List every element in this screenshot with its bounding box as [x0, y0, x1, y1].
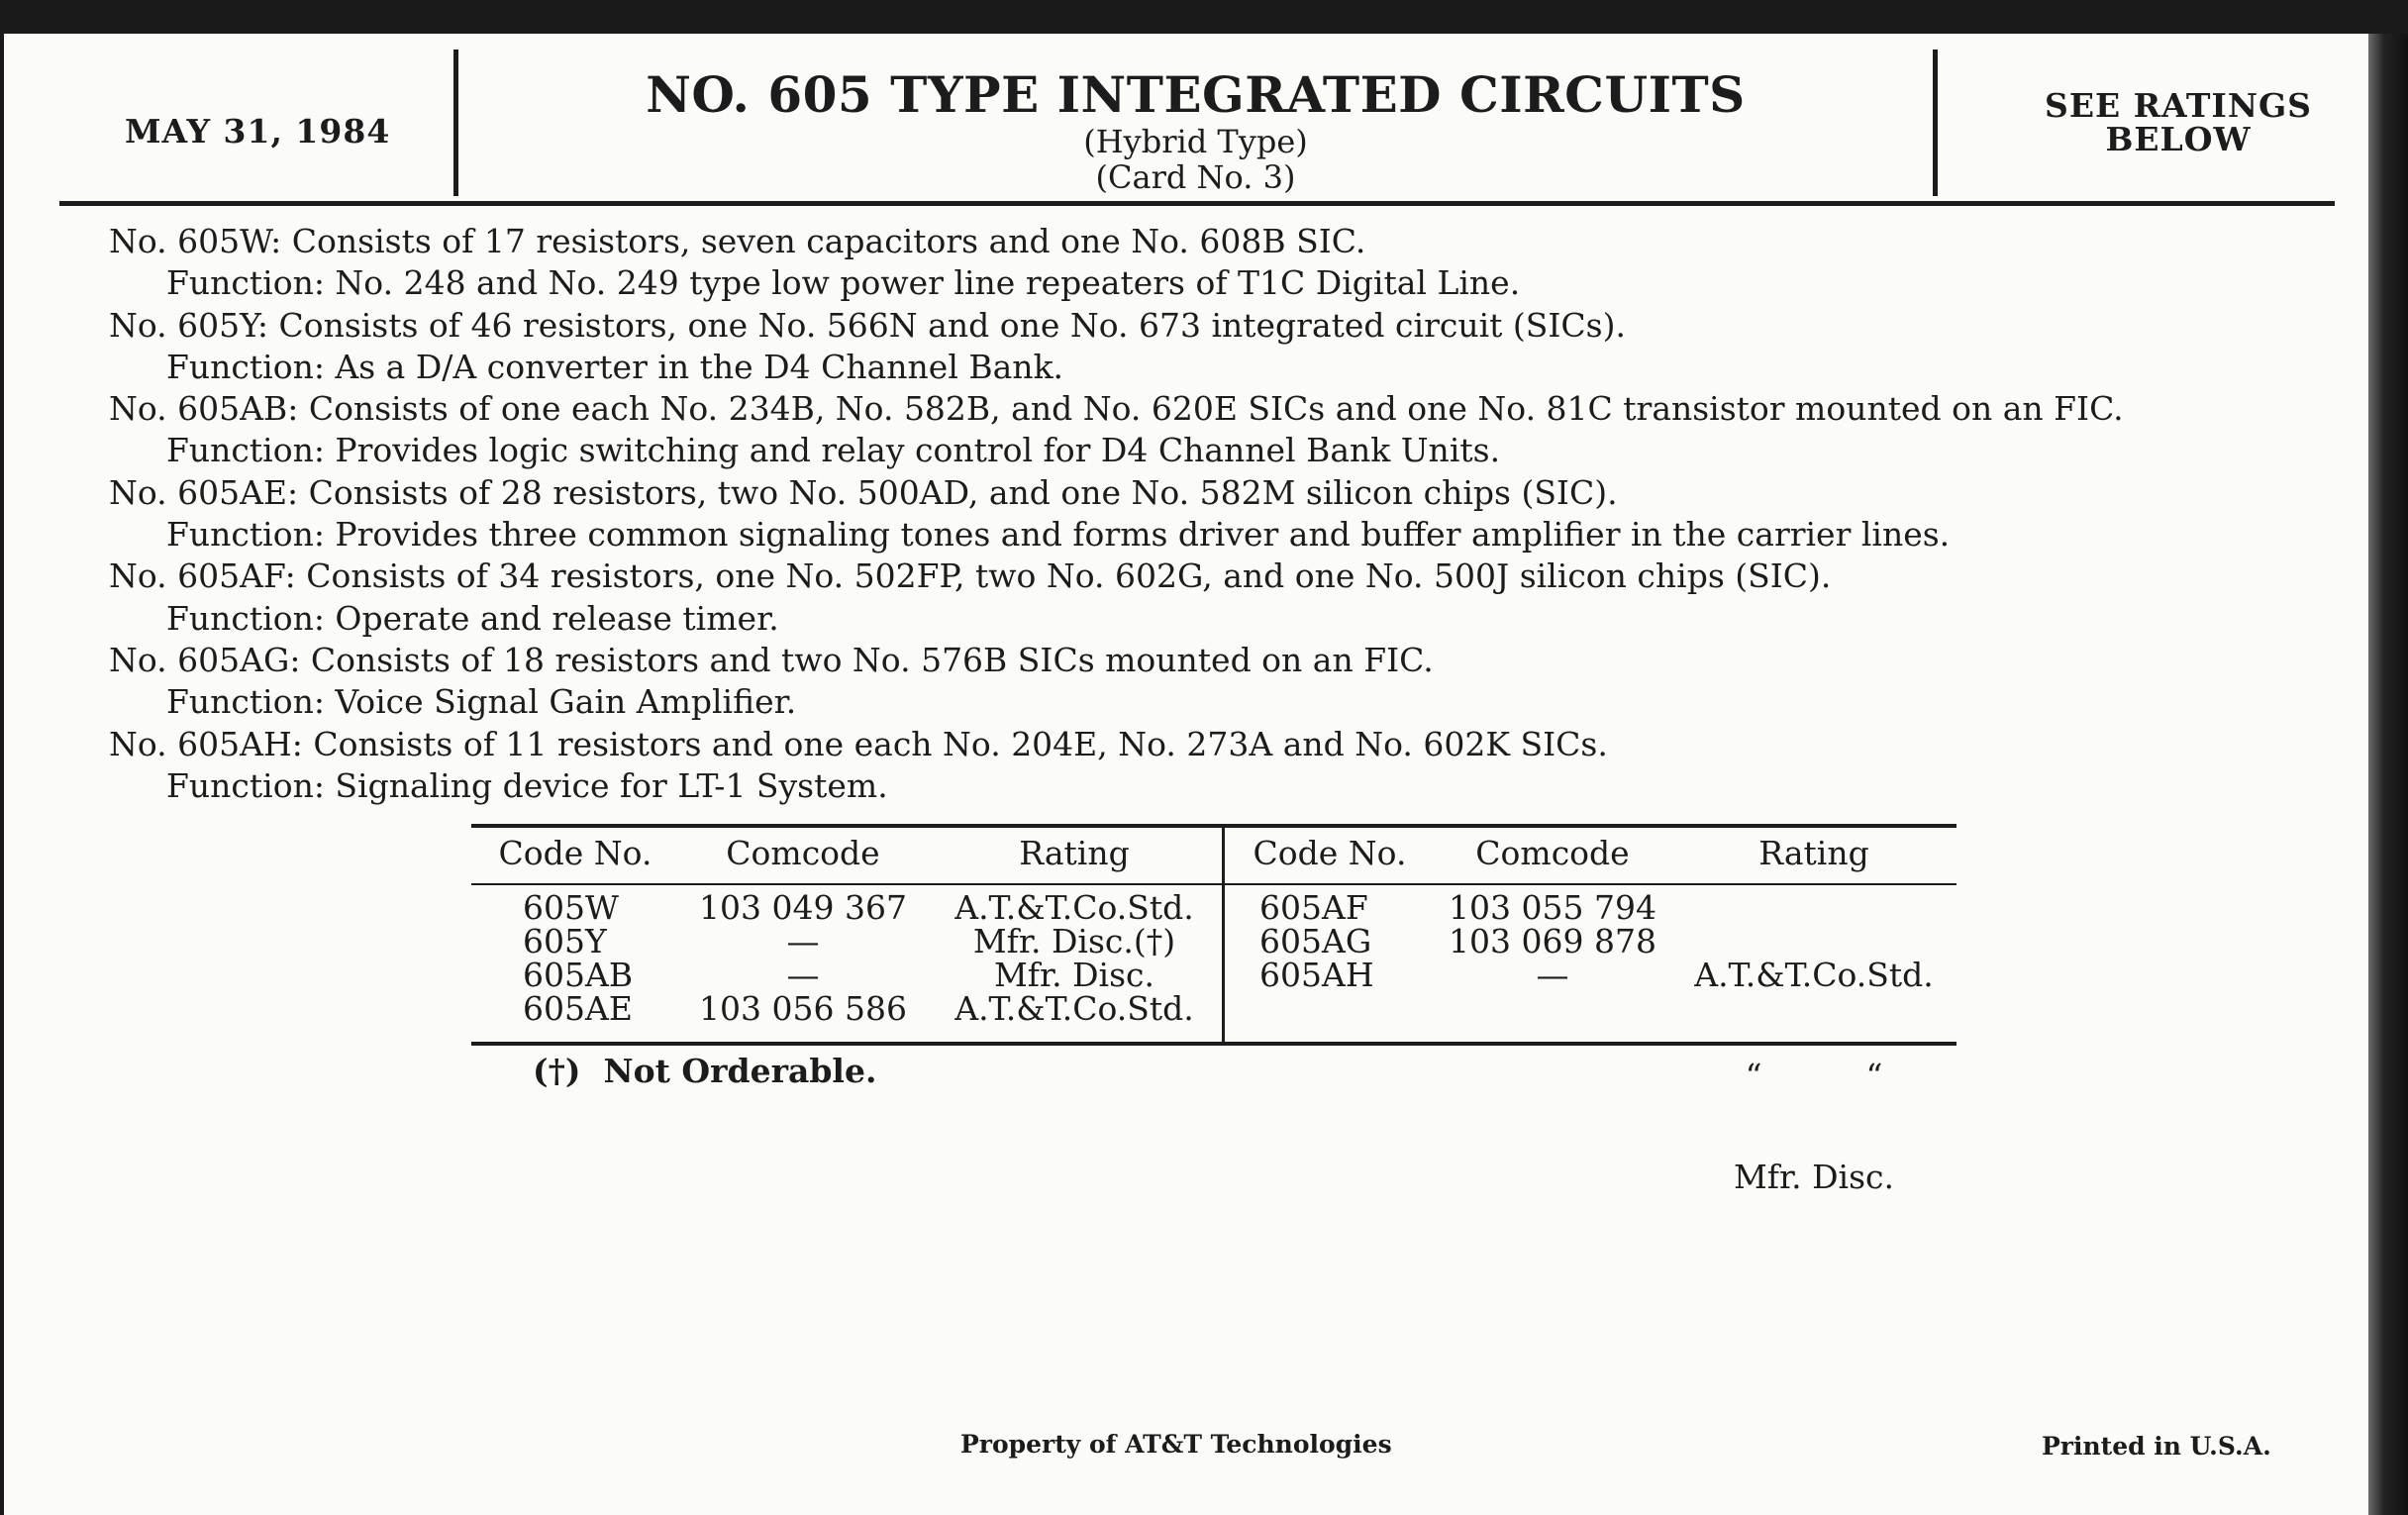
entry-function: Function: As a D/A converter in the D4 Channel Bank.	[166, 347, 1064, 386]
entry-desc: No. 605AF: Consists of 34 resistors, one No. 502FP, two No. 602G, and one No. 500J silicon chips (SIC).	[109, 556, 1832, 596]
cell-rating: “ “	[1745, 1057, 1883, 1095]
cell-code: 605AH	[1259, 956, 1374, 994]
table-footnote: (†) Not Orderable.	[533, 1052, 877, 1090]
cell-rating: A.T.&T.Co.Std.	[954, 989, 1194, 1028]
header-code-no: Code No.	[498, 834, 652, 872]
cell-code: 605AB	[523, 956, 634, 994]
card-edge-shadow	[2368, 34, 2408, 1515]
page-subtitle-type: (Hybrid Type)	[1083, 123, 1308, 160]
issue-date: MAY 31, 1984	[125, 112, 391, 151]
cell-code: 605AF	[1259, 888, 1368, 927]
cell-comcode: —	[786, 956, 820, 994]
circuit-list	[109, 221, 2124, 807]
table-header-rule	[471, 883, 1956, 885]
header-divider-right	[1933, 50, 1938, 196]
cell-rating: Mfr. Disc.(†)	[972, 922, 1176, 960]
cell-code: 605AE	[523, 989, 633, 1028]
header-title-block	[455, 65, 1936, 195]
header-code-no: Code No.	[1253, 834, 1407, 872]
cell-code: 605W	[523, 888, 619, 927]
cell-rating: A.T.&T.Co.Std.	[1694, 956, 1934, 994]
header-comcode: Comcode	[1475, 834, 1630, 872]
entry-desc: No. 605AG: Consists of 18 resistors and two No. 576B SICs mounted on an FIC.	[109, 640, 1434, 679]
header-rating: Rating	[1019, 834, 1130, 872]
cell-comcode: 103 049 367	[699, 888, 907, 927]
table-top-rule	[471, 824, 1956, 828]
ratings-note-line2: BELOW	[2105, 120, 2252, 158]
entry-function: Function: Signaling device for LT-1 System.	[166, 765, 888, 805]
cell-comcode: —	[786, 922, 820, 960]
page-title: NO. 605 TYPE INTEGRATED CIRCUITS	[646, 65, 1746, 124]
entry-desc: No. 605AE: Consists of 28 resistors, two No. 500AD, and one No. 582M silicon chips (SIC).	[109, 472, 1618, 512]
entry-desc: No. 605W: Consists of 17 resistors, seven capacitors and one No. 608B SIC.	[109, 222, 1366, 260]
entry-desc: No. 605AH: Consists of 11 resistors and one each No. 204E, No. 273A and No. 602K SICs.	[109, 724, 1608, 763]
header-comcode: Comcode	[726, 834, 880, 872]
cell-rating: Mfr. Disc.	[993, 956, 1155, 994]
entry-function: Function: Operate and release timer.	[166, 598, 779, 638]
entry-function: Function: Provides three common signaling tones and forms driver and buffer amplifier in the carrier lines.	[166, 515, 1951, 555]
entry-function: Function: Voice Signal Gain Amplifier.	[166, 682, 797, 722]
cell-code: 605Y	[523, 922, 607, 960]
property-notice: Property of AT&T Technologies	[960, 1430, 1392, 1459]
ratings-note-line1: SEE RATINGS	[2044, 86, 2313, 125]
cell-rating: A.T.&T.Co.Std.	[954, 888, 1194, 927]
table-center-divider	[1222, 824, 1225, 1044]
entry-function: Function: Provides logic switching and relay control for D4 Channel Bank Units.	[166, 431, 1501, 470]
cell-comcode: —	[1536, 956, 1569, 994]
entry-desc: No. 605Y: Consists of 46 resistors, one No. 566N and one No. 673 integrated circuit (SICs).	[109, 305, 1626, 345]
page-subtitle-card: (Card No. 3)	[1095, 158, 1296, 196]
cell-code: 605AG	[1259, 922, 1372, 960]
cell-rating: Mfr. Disc.	[1733, 1158, 1895, 1196]
entry-desc: No. 605AB: Consists of one each No. 234B, No. 582B, and No. 620E SICs and one No. 81C transistor mounted on an FIC.	[109, 389, 2124, 429]
cell-comcode: 103 055 794	[1449, 888, 1656, 927]
printed-notice: Printed in U.S.A.	[2042, 1432, 2271, 1461]
header-rating: Rating	[1758, 834, 1869, 872]
cell-comcode: 103 056 586	[699, 989, 907, 1028]
header-rule	[59, 201, 2335, 206]
entry-function: Function: No. 248 and No. 249 type low power line repeaters of T1C Digital Line.	[166, 263, 1521, 303]
cell-comcode: 103 069 878	[1449, 922, 1656, 960]
ratings-note	[1941, 86, 2408, 158]
